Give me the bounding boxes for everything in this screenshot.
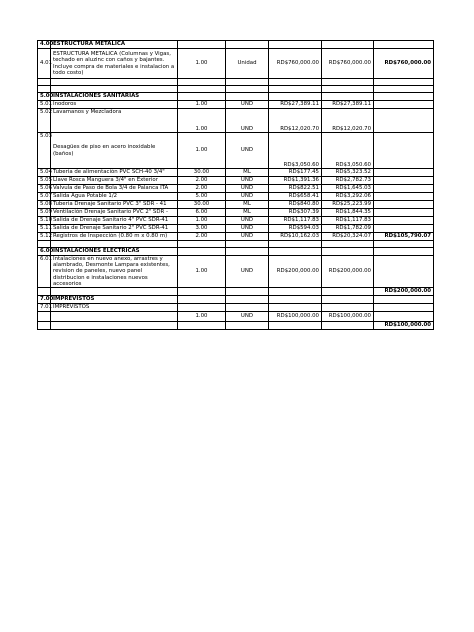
item-amount: RD$1,645.03	[322, 185, 374, 193]
item-unit-price: RD$12,020.70	[269, 109, 322, 133]
item-code: 5.02	[38, 109, 51, 133]
item-amount: RD$760,000.00	[322, 49, 374, 79]
item-unit-price: RD$307.39	[269, 209, 322, 217]
item-quantity: 2.00	[178, 233, 226, 241]
item-quantity: 1.00	[178, 312, 226, 322]
table-row	[38, 304, 434, 312]
table-row	[38, 201, 434, 209]
item-quantity: 2.00	[178, 185, 226, 193]
item-amount: RD$3,050.60	[322, 133, 374, 169]
item-quantity: 6.00	[178, 209, 226, 217]
item-quantity: 1.00	[178, 49, 226, 79]
item-unit: UND	[226, 193, 269, 201]
item-amount: RD$25,223.99	[322, 201, 374, 209]
item-unit-price: RD$822.51	[269, 185, 322, 193]
item-amount: RD$20,324.07	[322, 233, 374, 241]
item-unit: ML	[226, 201, 269, 209]
item-quantity: 1.00	[178, 133, 226, 169]
item-amount: RD$1,117.83	[322, 217, 374, 225]
item-code: 5.10	[38, 217, 51, 225]
item-code: 5.11	[38, 225, 51, 233]
item-unit-price: RD$594.03	[269, 225, 322, 233]
section-code: 5.00	[38, 93, 51, 101]
item-unit: UND	[226, 225, 269, 233]
section-header-row	[38, 93, 434, 101]
item-code: 5.08	[38, 201, 51, 209]
item-unit-price: RD$840.80	[269, 201, 322, 209]
item-quantity: 3.00	[178, 225, 226, 233]
item-code: 7.01	[38, 304, 51, 312]
item-quantity: 30.00	[178, 201, 226, 209]
item-description: ESTRUCTURA METALICA (Columnas y Vigas, techado en aluzinc con caños y bajantes. Incluye compra de materiales e instalacion a todo costo)	[51, 49, 178, 79]
item-description: Valvula de Paso de Bola 3/4 de Palanca ITA	[51, 185, 178, 193]
item-unit-price: RD$200,000.00	[269, 256, 322, 288]
item-unit-price: RD$27,389.11	[269, 101, 322, 109]
item-code: 5.06	[38, 185, 51, 193]
item-amount: RD$3,292.06	[322, 193, 374, 201]
blank-row	[38, 86, 434, 93]
item-quantity: 1.00	[178, 101, 226, 109]
item-code: 4.01	[38, 49, 51, 79]
item-unit-price: RD$1,391.36	[269, 177, 322, 185]
item-amount: RD$12,020.70	[322, 109, 374, 133]
item-unit: ML	[226, 169, 269, 177]
item-amount: RD$1,782.09	[322, 225, 374, 233]
table-row	[38, 101, 434, 109]
section-total: RD$200,000.00	[374, 288, 434, 296]
item-description: Llave Rosca Manguera 3/4" en Exterior	[51, 177, 178, 185]
item-unit: UND	[226, 256, 269, 288]
item-description: Desagües de piso en acero inoxidable (baños)	[51, 133, 178, 169]
item-quantity: 30.00	[178, 169, 226, 177]
item-description: Tuberia de alimentación PVC SCH-40 3/4"	[51, 169, 178, 177]
budget-table	[37, 40, 434, 330]
section-code: 6.00	[38, 248, 51, 256]
blank-row	[38, 79, 434, 86]
item-unit-price: RD$1,117.83	[269, 217, 322, 225]
table-row	[38, 233, 434, 241]
section-total: RD$105,790.07	[374, 233, 434, 241]
item-amount: RD$27,389.11	[322, 101, 374, 109]
table-row	[38, 185, 434, 193]
item-code: 5.09	[38, 209, 51, 217]
item-quantity: 2.00	[178, 177, 226, 185]
blank-row	[38, 241, 434, 248]
item-unit-price: RD$760,000.00	[269, 49, 322, 79]
section-header-row	[38, 248, 434, 256]
item-quantity: 1.00	[178, 109, 226, 133]
section-header-row	[38, 41, 434, 49]
item-unit: ML	[226, 209, 269, 217]
table-row	[38, 133, 434, 169]
item-description: Salida de Drenaje Sanitario 4" PVC SDR-41	[51, 217, 178, 225]
item-unit: UND	[226, 101, 269, 109]
table-row	[38, 209, 434, 217]
table-row	[38, 193, 434, 201]
section-title: ESTRUCTURA METALICA	[51, 41, 178, 49]
item-description: Lavamanos y Mezcladora	[51, 109, 178, 133]
section-title: INSTALACIONES ELECTRICAS	[51, 248, 178, 256]
item-unit-price: RD$3,050.60	[269, 133, 322, 169]
item-code: 5.12	[38, 233, 51, 241]
section-total-row	[38, 322, 434, 330]
table-row	[38, 312, 434, 322]
table-row	[38, 49, 434, 79]
item-code: 6.01	[38, 256, 51, 288]
item-unit-price: RD$100,000.00	[269, 312, 322, 322]
table-row	[38, 256, 434, 288]
item-quantity: 1.00	[178, 256, 226, 288]
section-title: IMPREVISTOS	[51, 296, 178, 304]
item-unit: UND	[226, 109, 269, 133]
table-row	[38, 217, 434, 225]
item-code: 5.05	[38, 177, 51, 185]
item-description: Salida de Drenaje Sanitario 2" PVC SDR-41	[51, 225, 178, 233]
item-amount: RD$200,000.00	[322, 256, 374, 288]
item-amount: RD$2,782.73	[322, 177, 374, 185]
item-description: Salida Agua Potable 1/2	[51, 193, 178, 201]
item-amount: RD$1,844.35	[322, 209, 374, 217]
item-code: 5.01	[38, 101, 51, 109]
item-unit-price: RD$177.45	[269, 169, 322, 177]
section-title: INSTALACIONES SANITARIAS	[51, 93, 178, 101]
item-description: Intalaciones en nuevo anexo, arrastres y alambrado, Desmonte Lampara existentes, revision de paneles, nuevo panel distribucion e instalaciones nuevos accesorios	[51, 256, 178, 288]
section-code: 7.00	[38, 296, 51, 304]
item-description: Tuberia Drenaje Sanitario PVC 3" SDR - 41	[51, 201, 178, 209]
item-quantity: 5.00	[178, 193, 226, 201]
section-total-row	[38, 288, 434, 296]
section-total: RD$100,000.00	[374, 322, 434, 330]
item-description: Inodoros	[51, 101, 178, 109]
section-header-row	[38, 296, 434, 304]
item-amount: RD$5,323.52	[322, 169, 374, 177]
item-quantity: 1.00	[178, 217, 226, 225]
item-unit: UND	[226, 312, 269, 322]
item-unit: UND	[226, 177, 269, 185]
item-unit: UND	[226, 133, 269, 169]
item-unit-price: RD$658.41	[269, 193, 322, 201]
item-unit-price: RD$10,162.03	[269, 233, 322, 241]
table-row	[38, 169, 434, 177]
table-row	[38, 225, 434, 233]
item-unit: Unidad	[226, 49, 269, 79]
item-code: 5.04	[38, 169, 51, 177]
table-row	[38, 109, 434, 133]
table-row	[38, 177, 434, 185]
item-unit: UND	[226, 233, 269, 241]
item-description: Registros de Inspección (0.80 m x 0.80 m)	[51, 233, 178, 241]
section-code: 4.00	[38, 41, 51, 49]
item-description: IMPREVISTOS	[51, 304, 178, 312]
item-code: 5.07	[38, 193, 51, 201]
item-amount: RD$100,000.00	[322, 312, 374, 322]
item-unit: UND	[226, 185, 269, 193]
item-unit: UND	[226, 217, 269, 225]
section-total: RD$760,000.00	[374, 49, 434, 79]
item-code: 5.03	[38, 133, 51, 169]
item-description: Ventilación Drenaje Sanitario PVC 2" SDR -	[51, 209, 178, 217]
